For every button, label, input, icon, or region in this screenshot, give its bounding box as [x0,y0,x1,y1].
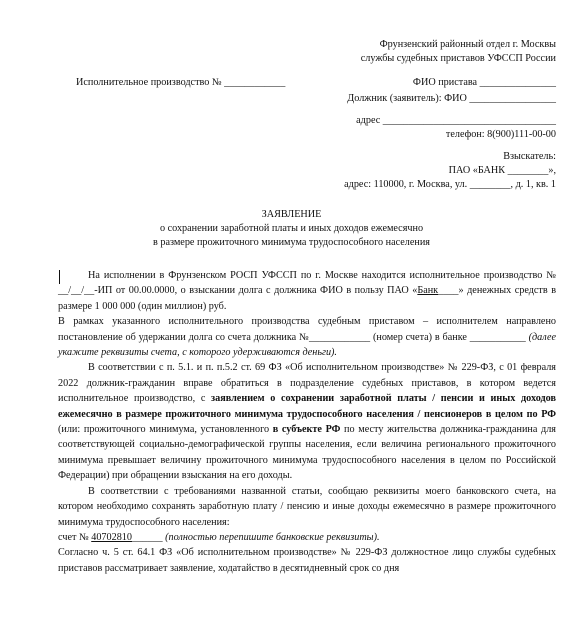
case-number: Исполнительное производство № ____________ [76,77,286,88]
bank-name-field: Банк [417,285,439,297]
hint-bank-details: (полностью перепишите банковские реквизиты). [165,531,380,543]
court-name-line2: службы судебных приставов УФССП России [360,53,556,64]
bold-region: в субъекте РФ [272,424,341,436]
bailiff-name: ФИО пристава _______________ [412,77,556,88]
paragraph-2: В рамках указанного исполнительного производства судебным приставом – исполнителем направлено постановление об удержании долга со счета должника №____________ (номер счета) в банке ___________ (далее укажите реквизиты счета, с которого удерживаются деньги). [58,316,556,359]
bold-statement: заявлением о сохранении заработной платы / пенсии и иных доходов ежемесячно в размере прожиточного минимума трудоспособного населения / пенсионеров в целом по РФ [58,393,556,420]
debtor-name: Должник (заявитель): ФИО _________________ [347,93,556,104]
paragraph-4: В соответствии с требованиями названной статьи, сообщаю реквизиты моего банковского счета, на котором необходимо сохранять заработную плату / пенсию и иные доходы ежемесячно в размере прожиточного минимума трудоспособного населения: [58,485,556,528]
court-name-line1: Фрунзенский районный отдел г. Москвы [379,39,556,50]
hint-account-details: (далее укажите реквизиты счета, с которого удерживаются деньги). [58,331,556,359]
paragraph-5: счет № 40702810______ (полностью перепишите банковские реквизиты). [58,531,380,543]
debtor-phone: телефон: 8(900)111-00-00 [445,129,556,140]
paragraph-6: Согласно ч. 5 ст. 64.1 ФЗ «Об исполнительном производстве» № 229-ФЗ должностное лицо службы судебных приставов рассматривает заявление, ходатайство в десятидневный срок со дня [58,547,556,574]
claimant-name: ПАО «БАНК ________», [448,165,556,176]
claimant-label: Взыскатель: [503,151,556,162]
paragraph-3: В соответствии с п. 5.1. и п. п.5.2 ст. 69 ФЗ «Об исполнительном производстве» № 229-ФЗ, с 01 февраля 2022 должник-гражданин вправе обратиться в подразделение судебных приставов, в котором ведется исполнительное производство, с заявлением о сохранении заработной платы / пенсии и иных доходов ежемесячно в размере прожиточного минимума трудоспособного населения / пенсионеров в целом по РФ (или: прожиточного минимума, установленного в субъекте РФ по месту жительства должника-гражданина для соответствующей социально-демографической группы населения, если величина регионального прожиточного минимума превышает величину прожиточного минимума трудоспособного населения в целом по Российской Федерации) при обращении взыскания на его доходы. [58,362,556,482]
document-subtitle-line2: в размере прожиточного минимума трудоспособного населения [153,237,430,248]
document-body [58,268,556,576]
document-title: ЗАЯВЛЕНИЕ [261,209,322,220]
account-number: 40702810 [91,531,132,543]
debtor-address: адрес __________________________________ [356,115,556,126]
paragraph-1: На исполнении в Фрунзенском РОСП УФССП по г. Москве находится исполнительное производство № __/__/__-ИП от 00.00.0000, о взыскании долга с должника ФИО в пользу ПАО «Банк____» денежных средств в размере 1 000 000 (один миллион) руб. [58,270,557,312]
document-subtitle-line1: о сохранении заработной платы и иных доходов ежемесячно [159,223,424,234]
claimant-address: адрес: 110000, г. Москва, ул. ________, д. 1, кв. 1 [344,179,556,190]
